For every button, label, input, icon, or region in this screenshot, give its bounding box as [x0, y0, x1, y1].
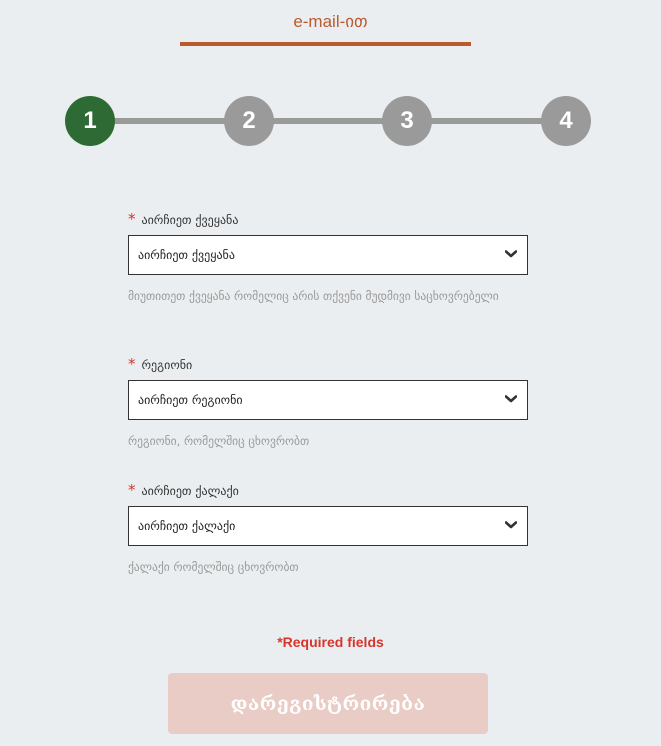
- stepper-line: [90, 118, 566, 124]
- region-help-text: რეგიონი, რომელშიც ცხოვრობთ: [128, 434, 310, 448]
- country-field: [128, 211, 528, 306]
- country-help-text: მიუთითეთ ქვეყანა რომელიც არის თქვენი მუდმივი საცხოვრებელი: [128, 289, 499, 303]
- city-label: [128, 482, 528, 498]
- progress-stepper: [0, 96, 661, 146]
- city-select[interactable]: [128, 506, 528, 546]
- region-select[interactable]: [128, 380, 528, 420]
- region-label-text: რეგიონი: [141, 358, 193, 372]
- step-4[interactable]: 4: [541, 96, 591, 146]
- register-button[interactable]: დარეგისტრირება: [168, 673, 488, 734]
- city-select-value: აირჩიეთ ქალაქი: [138, 519, 236, 533]
- country-label: [128, 211, 528, 227]
- required-fields-note: *Required fields: [277, 634, 384, 650]
- country-select-value: აირჩიეთ ქვეყანა: [138, 248, 235, 262]
- city-help-text: ქალაქი რომელშიც ცხოვრობთ: [128, 560, 299, 574]
- chevron-down-icon: [505, 249, 517, 259]
- chevron-down-icon: [505, 520, 517, 530]
- city-field: [128, 482, 528, 577]
- region-label: [128, 356, 528, 372]
- tab-active-indicator: [180, 42, 471, 46]
- step-3[interactable]: 3: [382, 96, 432, 146]
- step-1[interactable]: 1: [65, 96, 115, 146]
- step-2[interactable]: 2: [224, 96, 274, 146]
- city-label-text: აირჩიეთ ქალაქი: [141, 484, 239, 498]
- region-select-value: აირჩიეთ რეგიონი: [138, 393, 243, 407]
- required-asterisk: *: [128, 210, 136, 228]
- country-select[interactable]: [128, 235, 528, 275]
- region-field: [128, 356, 528, 451]
- required-asterisk: *: [128, 481, 136, 499]
- tab-email[interactable]: e-mail-ით: [293, 12, 368, 31]
- chevron-down-icon: [505, 394, 517, 404]
- required-asterisk: *: [128, 355, 136, 373]
- country-label-text: აირჩიეთ ქვეყანა: [141, 213, 239, 227]
